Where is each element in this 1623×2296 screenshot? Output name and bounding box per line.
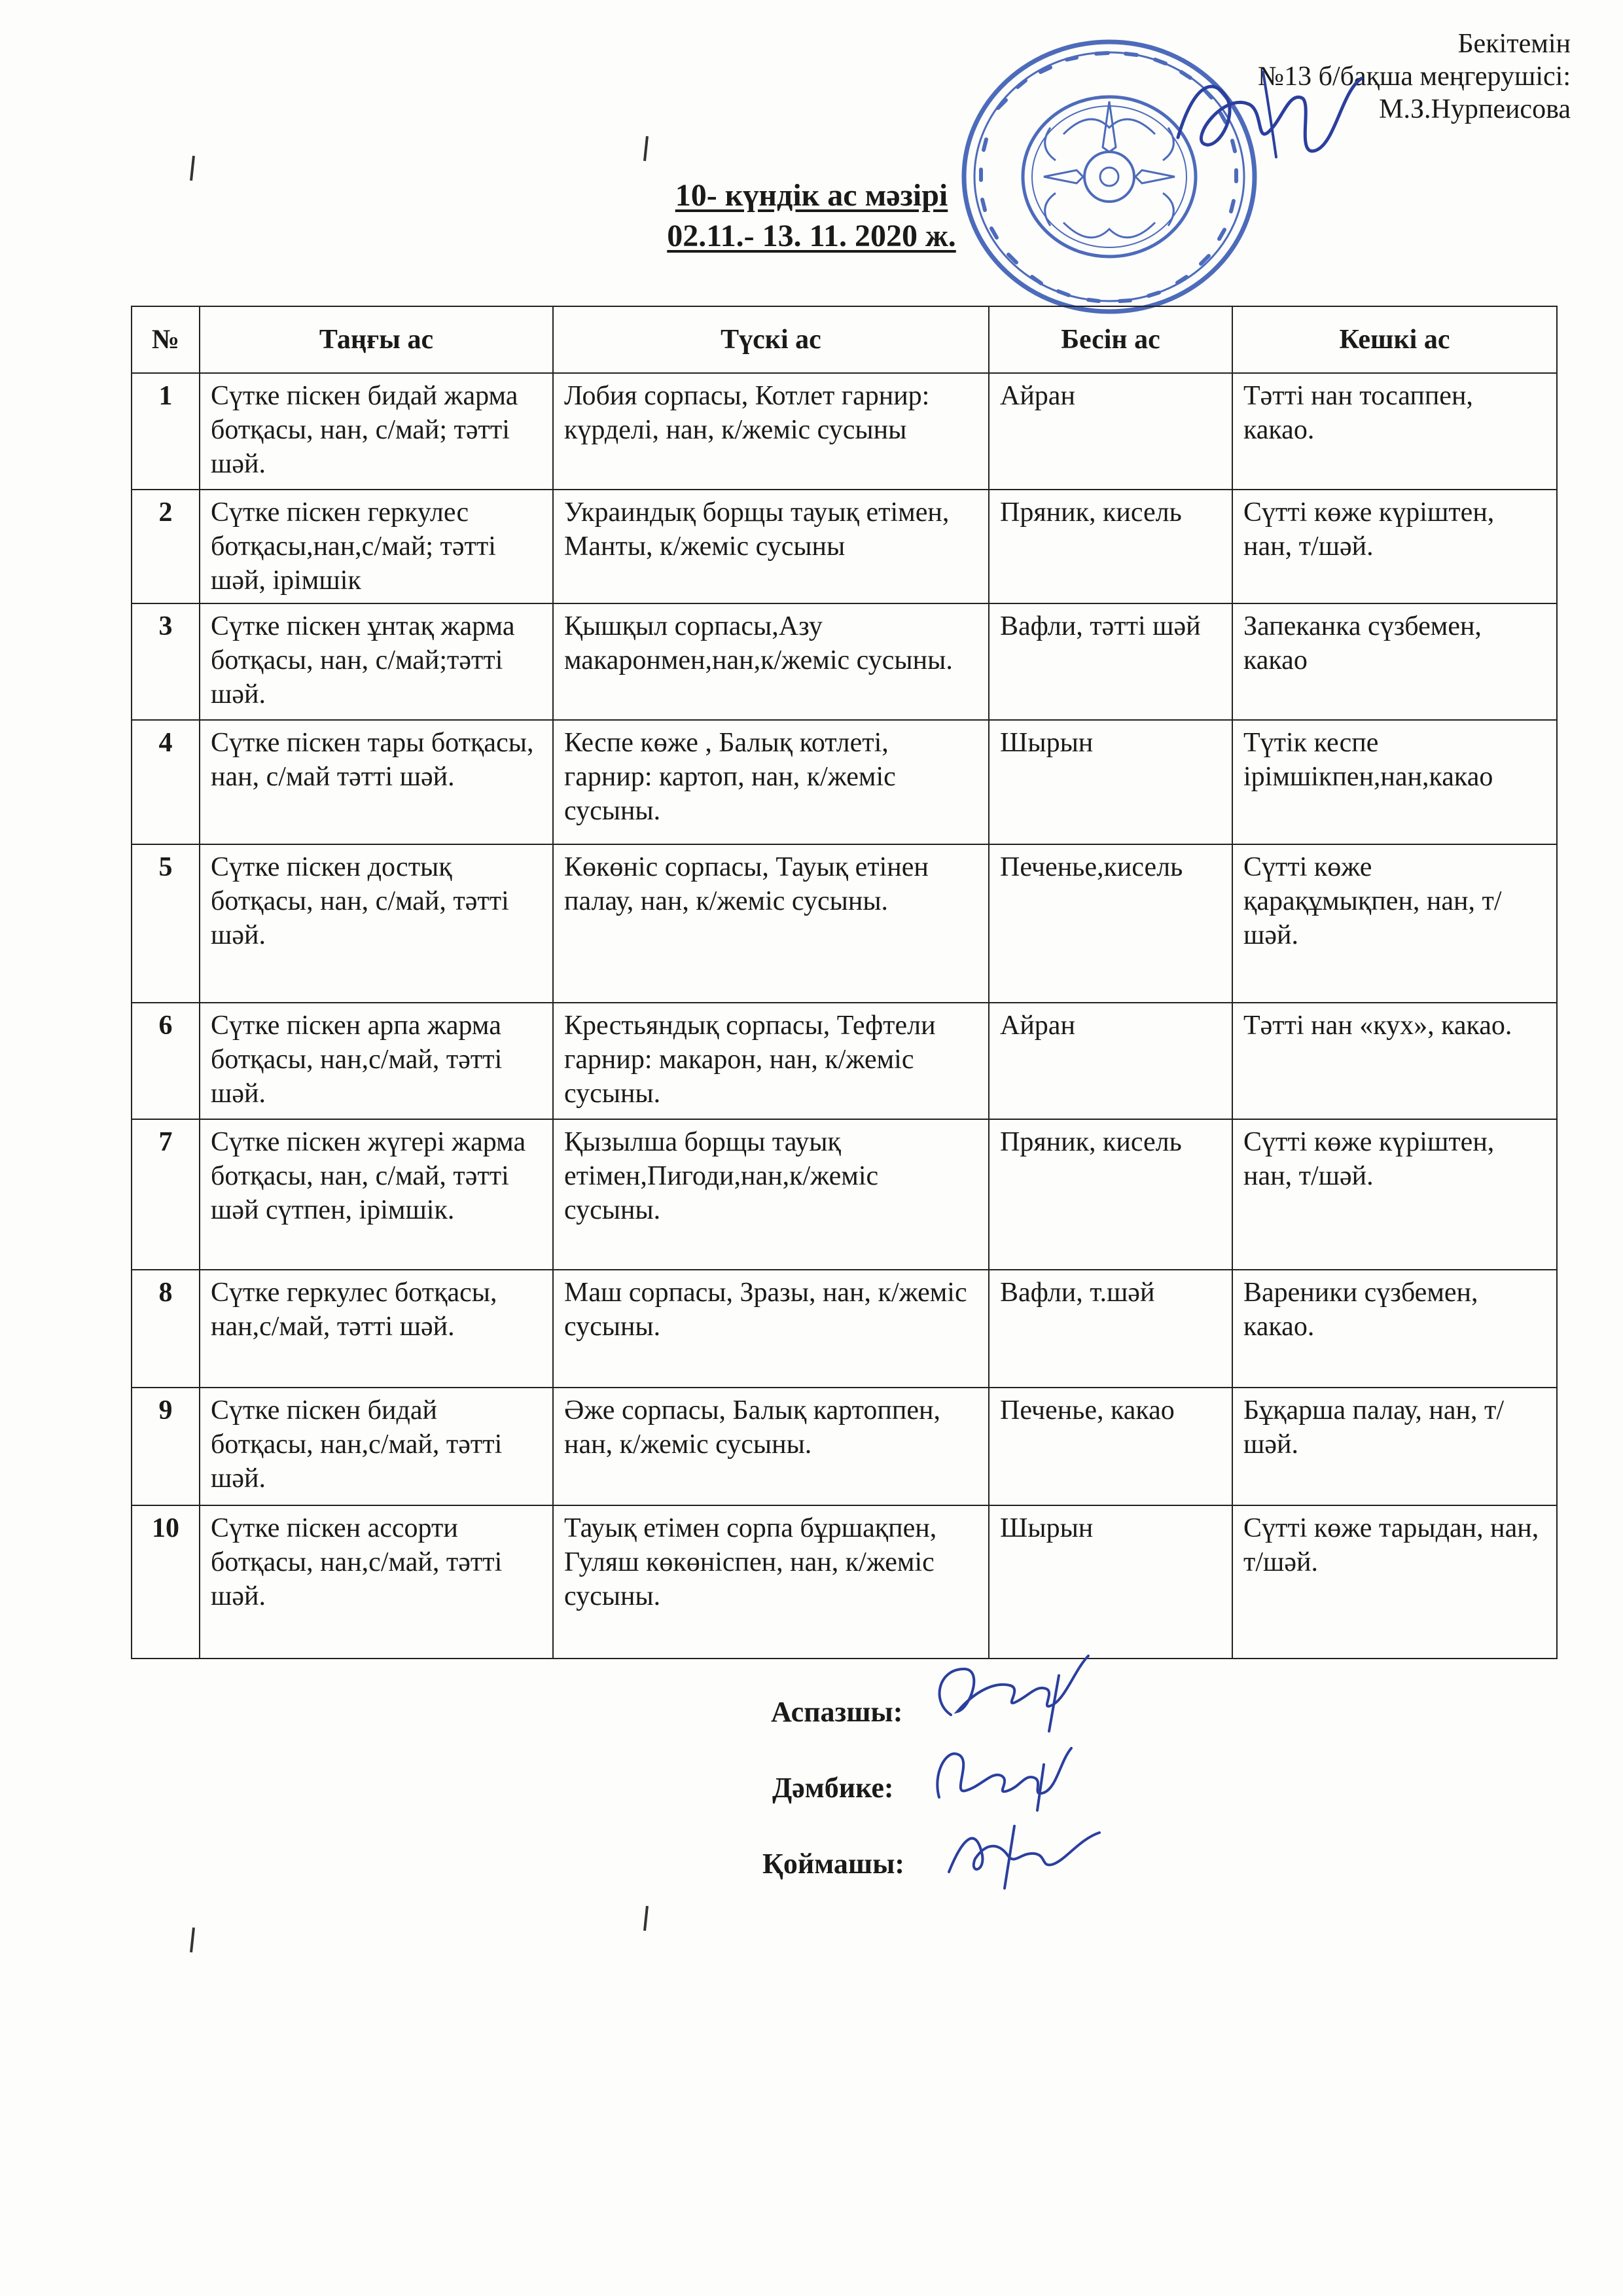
snack-cell: Айран: [989, 373, 1232, 490]
lunch-cell: Украиндық борщы тауық етімен, Манты, к/жеміс сусыны: [553, 490, 989, 603]
header-dinner: Кешкі ас: [1232, 306, 1557, 373]
dinner-cell: Тәтті нан «кух», какао.: [1232, 1003, 1557, 1119]
lunch-cell: Кеспе көже , Балық котлеті, гарнир: картоп, нан, к/жеміс сусыны.: [553, 720, 989, 844]
dinner-cell: Сүтті көже күріштен, нан, т/шәй.: [1232, 490, 1557, 603]
header-number: №: [132, 306, 200, 373]
storekeeper-label: Қоймашы:: [762, 1848, 905, 1880]
dinner-cell: Сүтті көже қарақұмықпен, нан, т/шәй.: [1232, 844, 1557, 1003]
snack-cell: Пряник, кисель: [989, 1119, 1232, 1270]
nurse-signature: [919, 1735, 1077, 1814]
dinner-cell: Сүтті көже тарыдан, нан, т/шәй.: [1232, 1505, 1557, 1659]
scan-mark: [643, 136, 649, 161]
table-row: [132, 1119, 1557, 1270]
row-number: 6: [132, 1003, 200, 1119]
table-row: [132, 373, 1557, 490]
head-signature: [1165, 52, 1381, 177]
approval-line-name: М.З.Нурпеисова: [1379, 94, 1571, 124]
snack-cell: Печенье, какао: [989, 1388, 1232, 1505]
table-row: [132, 603, 1557, 720]
dinner-cell: Вареники сүзбемен, какао.: [1232, 1270, 1557, 1388]
snack-cell: Айран: [989, 1003, 1232, 1119]
storekeeper-signature-row: [762, 1847, 904, 1880]
approval-line-approved: Бекітемін: [1457, 29, 1571, 59]
row-number: 9: [132, 1388, 200, 1505]
cook-signature: [925, 1649, 1095, 1734]
row-number: 8: [132, 1270, 200, 1388]
dinner-cell: Сүтті көже күріштен, нан, т/шәй.: [1232, 1119, 1557, 1270]
lunch-cell: Әже сорпасы, Балық картоппен, нан, к/жеміс сусыны.: [553, 1388, 989, 1505]
lunch-cell: Қызылша борщы тауық етімен,Пигоди,нан,к/жеміс сусыны.: [553, 1119, 989, 1270]
header-lunch: Түскі ас: [553, 306, 989, 373]
table-header-row: [132, 306, 1557, 373]
scan-mark: [190, 1928, 195, 1952]
dinner-cell: Тәтті нан тосаппен, какао.: [1232, 373, 1557, 490]
table-row: [132, 720, 1557, 844]
snack-cell: Шырын: [989, 720, 1232, 844]
dinner-cell: Түтік кеспе ірімшікпен,нан,какао: [1232, 720, 1557, 844]
header-breakfast: Таңғы ас: [200, 306, 553, 373]
lunch-cell: Маш сорпасы, Зразы, нан, к/жеміс сусыны.: [553, 1270, 989, 1388]
breakfast-cell: Сүтке геркулес ботқасы, нан,с/май, тәтті шәй.: [200, 1270, 553, 1388]
lunch-cell: Қышқыл сорпасы,Азу макаронмен,нан,к/жеміс сусыны.: [553, 603, 989, 720]
row-number: 4: [132, 720, 200, 844]
menu-table: [131, 306, 1558, 1659]
menu-title: 10- күндік ас мәзірі: [675, 178, 948, 213]
row-number: 2: [132, 490, 200, 603]
approval-line-position: №13 б/бақша меңгерушісі:: [1258, 62, 1571, 92]
table-row: [132, 1270, 1557, 1388]
breakfast-cell: Сүтке піскен достық ботқасы, нан, с/май, тәтті шәй.: [200, 844, 553, 1003]
row-number: 5: [132, 844, 200, 1003]
snack-cell: Пряник, кисель: [989, 490, 1232, 603]
snack-cell: Печенье,кисель: [989, 844, 1232, 1003]
cook-signature-row: [771, 1695, 902, 1729]
breakfast-cell: Сүтке піскен арпа жарма ботқасы, нан,с/май, тәтті шәй.: [200, 1003, 553, 1119]
cook-label: Аспазшы:: [771, 1696, 903, 1728]
menu-title-block: [0, 175, 1623, 257]
table-row: [132, 844, 1557, 1003]
dinner-cell: Запеканка сүзбемен, какао: [1232, 603, 1557, 720]
breakfast-cell: Сүтке піскен ассорти ботқасы, нан,с/май, тәтті шәй.: [200, 1505, 553, 1659]
storekeeper-signature: [936, 1813, 1106, 1892]
breakfast-cell: Сүтке піскен тары ботқасы, нан, с/май тәтті шәй.: [200, 720, 553, 844]
breakfast-cell: Сүтке піскен бидай жарма ботқасы, нан, с/май; тәтті шәй.: [200, 373, 553, 490]
row-number: 1: [132, 373, 200, 490]
row-number: 10: [132, 1505, 200, 1659]
nurse-label: Дәмбике:: [772, 1772, 894, 1804]
row-number: 7: [132, 1119, 200, 1270]
table-row: [132, 1003, 1557, 1119]
snack-cell: Вафли, т.шәй: [989, 1270, 1232, 1388]
snack-cell: Вафли, тәтті шәй: [989, 603, 1232, 720]
menu-period: 02.11.- 13. 11. 2020 ж.: [667, 219, 956, 253]
table-row: [132, 490, 1557, 603]
lunch-cell: Тауық етімен сорпа бұршақпен, Гуляш көкөніспен, нан, к/жеміс сусыны.: [553, 1505, 989, 1659]
breakfast-cell: Сүтке піскен жүгері жарма ботқасы, нан, с/май, тәтті шәй сүтпен, ірімшік.: [200, 1119, 553, 1270]
breakfast-cell: Сүтке піскен ұнтақ жарма ботқасы, нан, с/май;тәтті шәй.: [200, 603, 553, 720]
snack-cell: Шырын: [989, 1505, 1232, 1659]
table-row: [132, 1505, 1557, 1659]
dinner-cell: Бұқарша палау, нан, т/шәй.: [1232, 1388, 1557, 1505]
scan-mark: [643, 1906, 649, 1931]
nurse-signature-row: [772, 1771, 894, 1804]
header-snack: Бесін ас: [989, 306, 1232, 373]
lunch-cell: Крестьяндық сорпасы, Тефтели гарнир: макарон, нан, к/жеміс сусыны.: [553, 1003, 989, 1119]
lunch-cell: Көкөніс сорпасы, Тауық етінен палау, нан, к/жеміс сусыны.: [553, 844, 989, 1003]
breakfast-cell: Сүтке піскен бидай ботқасы, нан,с/май, тәтті шәй.: [200, 1388, 553, 1505]
row-number: 3: [132, 603, 200, 720]
lunch-cell: Лобия сорпасы, Котлет гарнир: күрделі, нан, к/жеміс сусыны: [553, 373, 989, 490]
breakfast-cell: Сүтке піскен геркулес ботқасы,нан,с/май; тәтті шәй, ірімшік: [200, 490, 553, 603]
table-row: [132, 1388, 1557, 1505]
